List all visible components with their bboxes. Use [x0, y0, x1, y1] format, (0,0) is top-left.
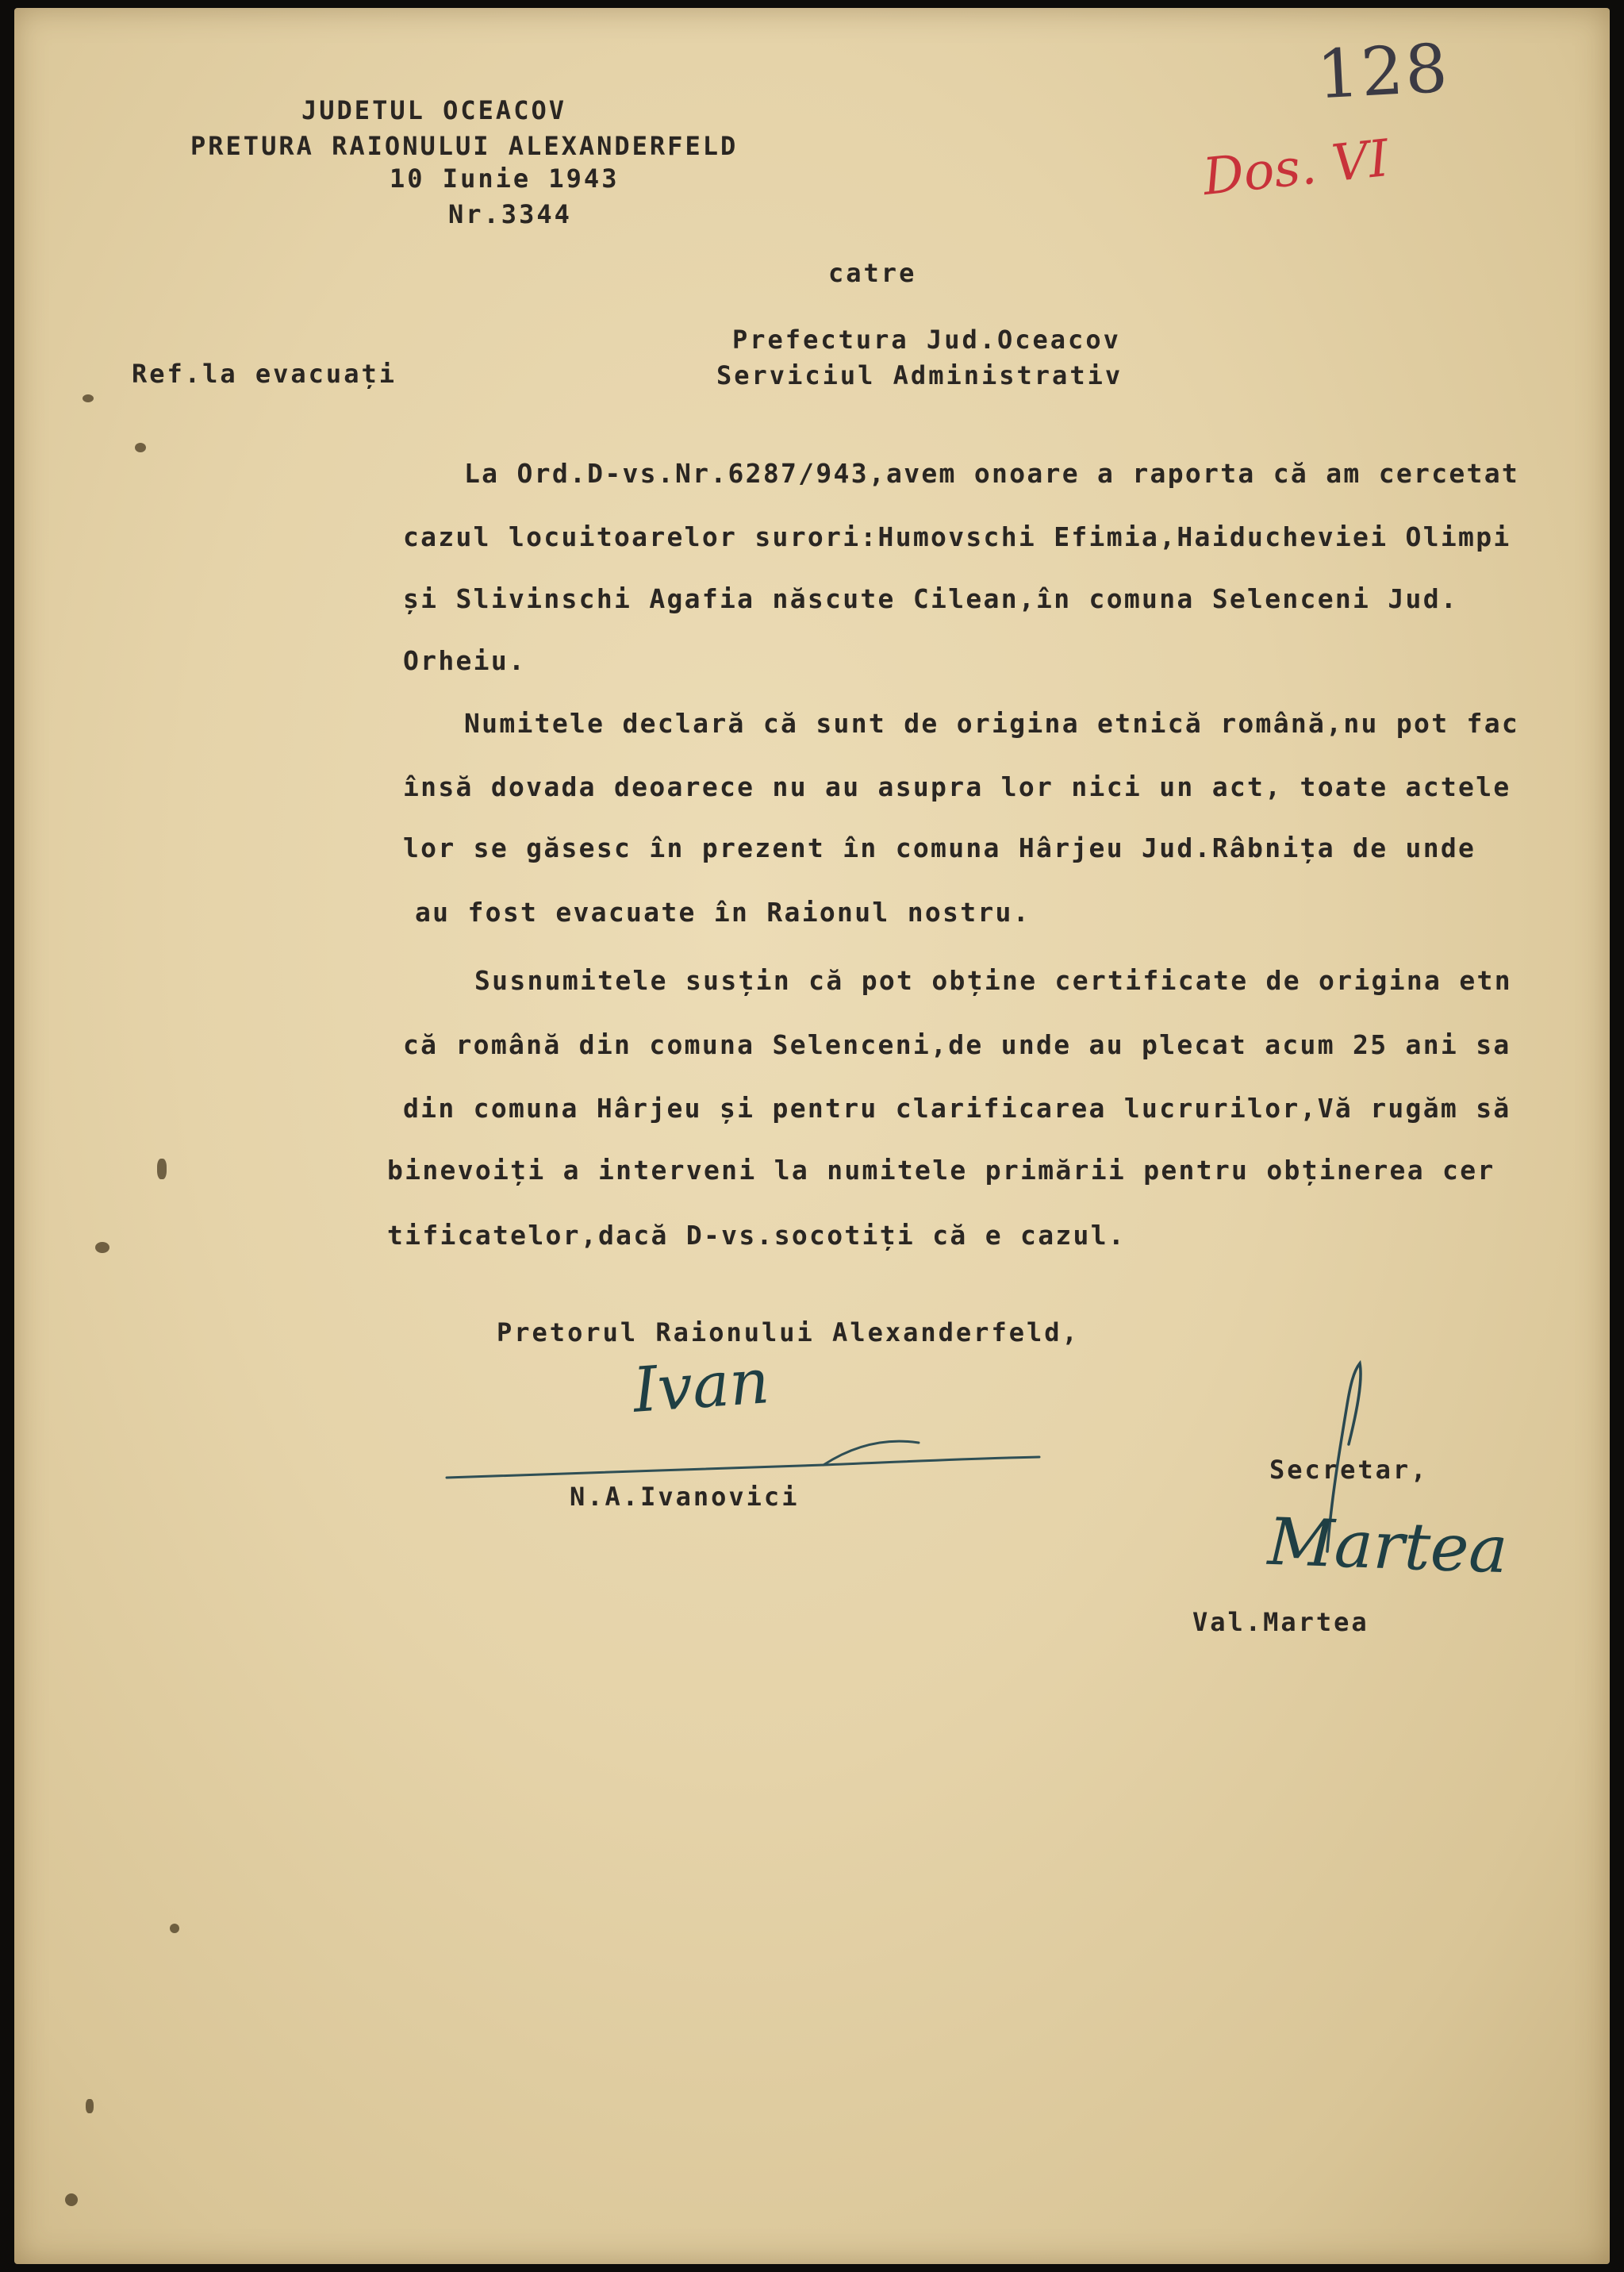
- body-line: Numitele declară că sunt de origina etnică română,nu pot fac: [464, 708, 1520, 739]
- secretary-name: Val.Martea: [1192, 1607, 1369, 1637]
- body-line: din comuna Hârjeu și pentru clarificarea lucrurilor,Vă rugăm să: [403, 1093, 1511, 1124]
- punch-hole: [157, 1159, 167, 1179]
- punch-hole: [65, 2193, 78, 2206]
- header-office: PRETURA RAIONULUI ALEXANDERFELD: [190, 131, 739, 161]
- archive-number-annotation: 128: [1315, 29, 1451, 114]
- punch-hole: [135, 443, 146, 452]
- pretor-signature: Ivan: [631, 1346, 772, 1427]
- red-dossier-annotation: Dos. VI: [1200, 129, 1392, 208]
- body-line: Orheiu.: [403, 645, 527, 676]
- body-line: Susnumitele susțin că pot obține certificate de origina etn: [474, 965, 1512, 996]
- pretor-name: N.A.Ivanovici: [570, 1482, 800, 1512]
- body-line: au fost evacuate în Raionul nostru.: [415, 897, 1031, 928]
- punch-hole: [86, 2099, 94, 2113]
- body-line: binevoiți a interveni la numitele primării pentru obținerea cer: [387, 1155, 1495, 1186]
- secretary-title: Secretar,: [1269, 1455, 1429, 1485]
- header-date: 10 Iunie 1943: [390, 163, 620, 194]
- addressee-office: Prefectura Jud.Oceacov: [732, 325, 1121, 355]
- header-county: JUDETUL OCEACOV: [301, 95, 566, 125]
- reference-line: Ref.la evacuați: [132, 359, 397, 389]
- body-line: La Ord.D-vs.Nr.6287/943,avem onoare a raporta că am cercetat: [464, 458, 1520, 489]
- addressee-service: Serviciul Administrativ: [716, 360, 1123, 390]
- body-line: că română din comuna Selenceni,de unde au plecat acum 25 ani sa: [403, 1029, 1511, 1060]
- body-line: și Slivinschi Agafia născute Cilean,în comuna Selenceni Jud.: [403, 583, 1459, 614]
- body-line: însă dovada deoarece nu au asupra lor nici un act, toate actele: [403, 771, 1511, 802]
- pretor-title: Pretorul Raionului Alexanderfeld,: [497, 1317, 1080, 1347]
- addressee-catre: catre: [828, 258, 917, 288]
- header-number: Nr.3344: [448, 199, 572, 229]
- punch-hole: [83, 394, 94, 402]
- document-page: [14, 8, 1610, 2264]
- punch-hole: [170, 1924, 179, 1933]
- body-line: tificatelor,dacă D-vs.socotiți că e cazul.: [387, 1220, 1127, 1251]
- body-line: cazul locuitoarelor surori:Humovschi Efimia,Haiducheviei Olimpi: [403, 521, 1511, 552]
- punch-hole: [95, 1242, 109, 1253]
- body-line: lor se găsesc în prezent în comuna Hârjeu Jud.Râbnița de unde: [403, 832, 1476, 863]
- secretary-signature: Martea: [1266, 1504, 1510, 1589]
